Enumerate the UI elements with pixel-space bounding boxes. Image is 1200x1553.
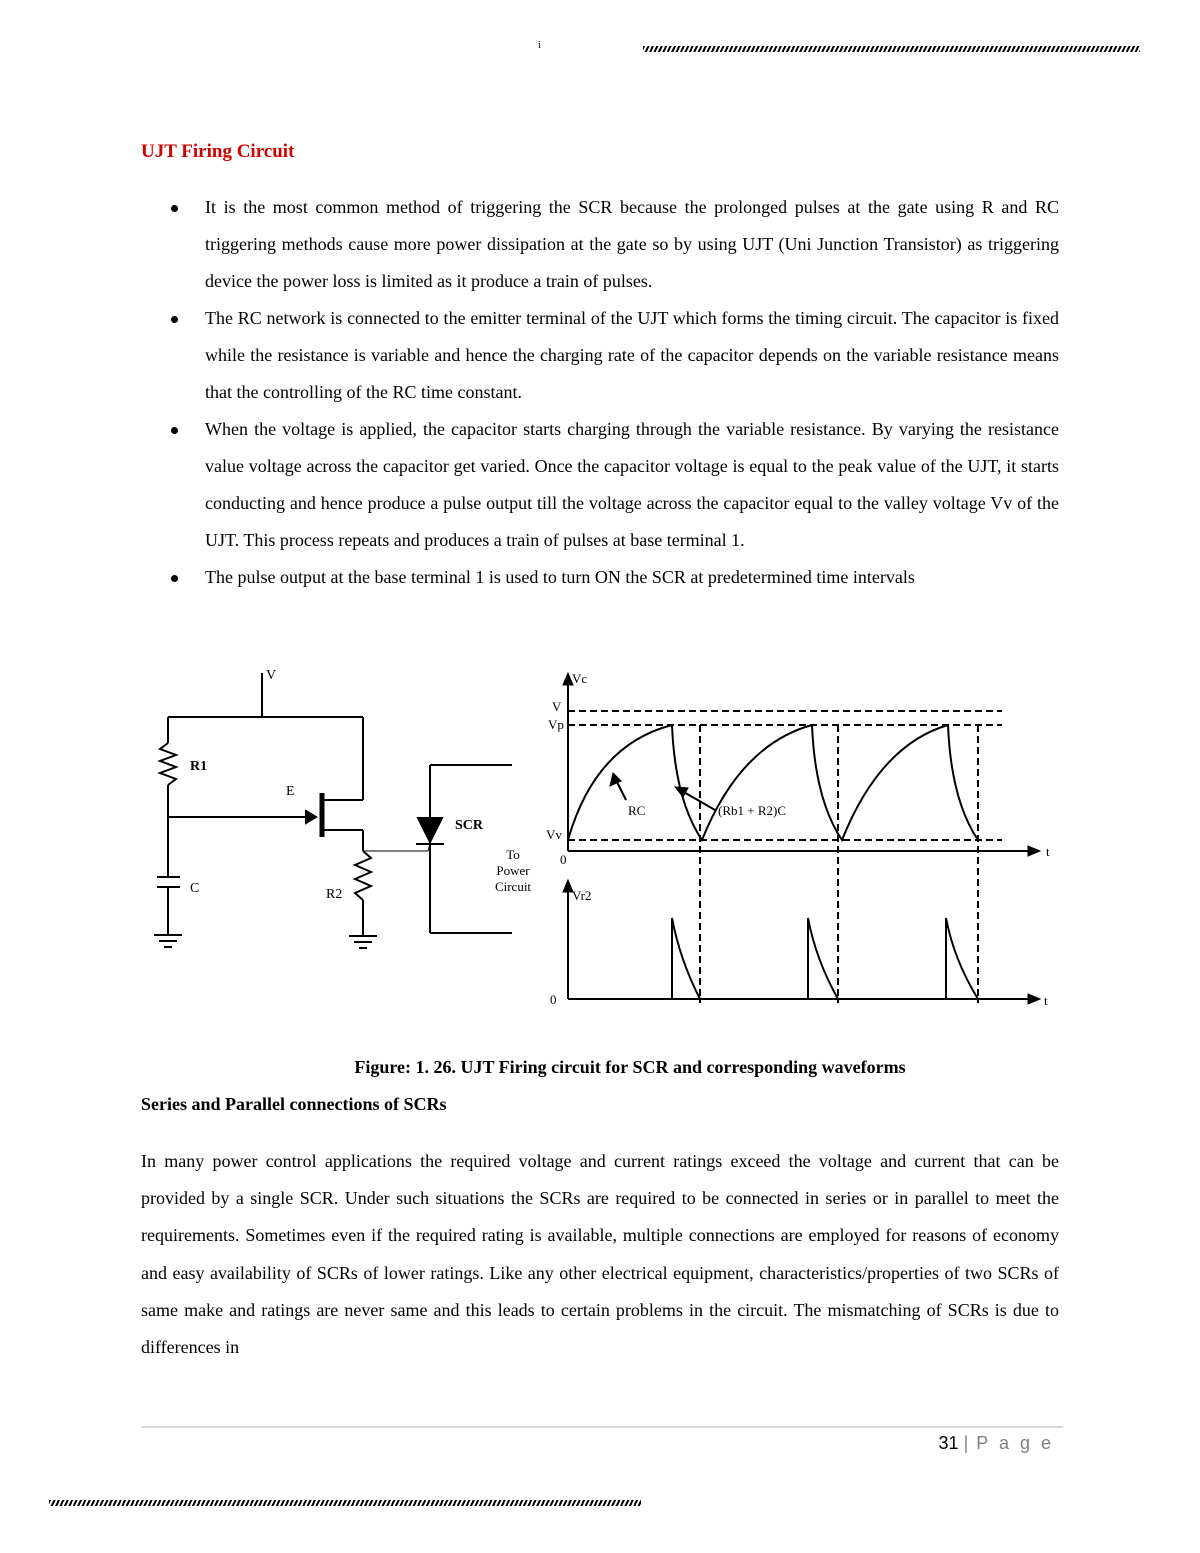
page-word: P a g e: [976, 1433, 1054, 1453]
emitter-arrow-icon: [306, 811, 316, 823]
pulse: [672, 918, 700, 999]
section-title: UJT Firing Circuit: [141, 141, 295, 162]
ujt-figure: [140, 655, 1060, 1020]
vp-level-label: Vp: [548, 717, 564, 732]
v-level-label: V: [552, 699, 562, 714]
arrow-icon: [675, 787, 688, 797]
rc-label: RC: [628, 803, 646, 818]
bullet-icon: [171, 575, 178, 582]
pulse: [946, 918, 978, 999]
scr-label: SCR: [455, 818, 484, 833]
discharge-pointer: [682, 791, 715, 810]
capacitor-label: C: [190, 881, 200, 896]
bullet-text: The pulse output at the base terminal 1 is used to turn ON the SCR at predetermined time intervals: [205, 567, 915, 587]
pulse: [808, 918, 838, 999]
vc-axis-label: Vc: [572, 671, 588, 686]
footer-hatch-border: [49, 1500, 641, 1506]
bullet-item: [141, 559, 1059, 596]
origin-label: 0: [560, 852, 567, 867]
page-footer: [939, 1433, 1054, 1454]
supply-label: V: [266, 668, 277, 683]
header-mark: i: [538, 40, 541, 51]
vv-level-label: Vv: [546, 827, 562, 842]
to-power-label: Power: [496, 863, 530, 878]
vr2-axis-label: Vr2: [572, 888, 592, 903]
bullet-item: [141, 300, 1059, 411]
to-power-label: To: [506, 847, 520, 862]
bullet-text: When the voltage is applied, the capacitor starts charging through the variable resistance. By varying the resistance value voltage across the capacitor get varied. Once the capacitor voltage is equal to the peak value of the UJT, it starts conducting and hence produce a pulse output till the voltage across the capacitor equal to the valley voltage Vv of the UJT. This process repeats and produces a train of pulses at base terminal 1.: [205, 419, 1059, 550]
body-paragraph: In many power control applications the required voltage and current ratings exceed the voltage and current that can be provided by a single SCR. Under such situations the SCRs are required to be connected in series or in parallel to meet the requirements. Sometimes even if the required rating is available, multiple connections are employed for reasons of economy and easy availability of SCRs of lower ratings. Like any other electrical equipment, characteristics/properties of two SCRs of same make and ratings are never same and this leads to certain problems in the circuit. The mismatching of SCRs is due to differences in: [141, 1151, 1059, 1358]
capacitor-voltage-curve: [568, 725, 978, 840]
r1-label: R1: [190, 759, 208, 774]
r2-resistor: [355, 851, 371, 900]
header-hatch-border: [643, 46, 1140, 52]
arrow-icon: [1028, 846, 1040, 856]
page-number: 31: [938, 1433, 959, 1453]
vc-waveform: [563, 673, 1040, 1003]
t-label: t: [1046, 844, 1050, 859]
arrow-icon: [610, 773, 621, 786]
r2-label: R2: [326, 887, 343, 902]
arrow-icon: [1028, 994, 1040, 1004]
bullet-item: [141, 189, 1059, 300]
bullet-list: [141, 189, 1059, 596]
emitter-label: E: [286, 784, 295, 799]
subsection-title: Series and Parallel connections of SCRs: [141, 1094, 447, 1114]
scr-icon: [418, 818, 442, 842]
discharge-label: (Rb1 + R2)C: [718, 803, 787, 818]
rc-pointer: [617, 782, 626, 800]
bullet-text: It is the most common method of triggering the SCR because the prolonged pulses at the gate using R and RC triggering methods cause more power dissipation at the gate so by using UJT (Uni Junction Transistor) as triggering device the power loss is limited as it produce a train of pulses.: [205, 197, 1059, 291]
to-power-label: Circuit: [494, 879, 532, 894]
bullet-icon: [171, 316, 178, 323]
bullet-text: The RC network is connected to the emitter terminal of the UJT which forms the timing circuit. The capacitor is fixed while the resistance is variable and hence the charging rate of the capacitor depends on the variable resistance means that the controlling of the RC time constant.: [205, 308, 1059, 402]
bullet-icon: [171, 427, 178, 434]
footer-divider: [141, 1426, 1063, 1428]
bullet-icon: [171, 205, 178, 212]
r1-resistor: [160, 743, 176, 785]
origin-label: 0: [550, 992, 557, 1007]
bullet-item: [141, 411, 1059, 559]
t-label: t: [1044, 993, 1048, 1008]
page-separator: |: [963, 1433, 972, 1453]
circuit-diagram: [154, 673, 512, 948]
vr2-waveform: [563, 880, 1040, 1004]
vc-labels: [546, 671, 1050, 867]
figure-caption: Figure: 1. 26. UJT Firing circuit for SCR and corresponding waveforms: [354, 1057, 906, 1077]
